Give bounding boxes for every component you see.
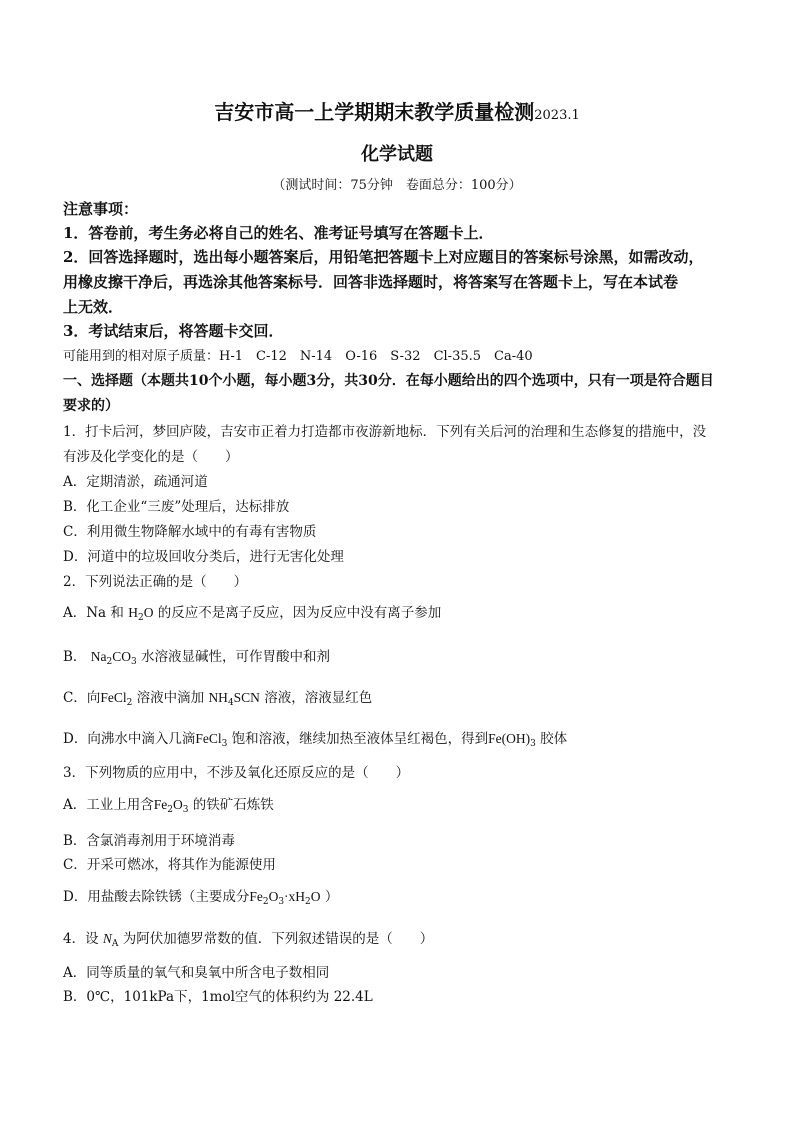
q2-option-a: A．Na 和 $H_2O$ 的反应不是离子反应，因为反应中没有离子参加 (63, 605, 442, 623)
exam-year: 2023.1 (534, 108, 580, 123)
q3-option-a: A．工业上用含$Fe_2O_3$ 的铁矿石炼铁 (63, 797, 274, 815)
q4-stem: 4．设 $N_A$ 为阿伏加德罗常数的值．下列叙述错误的是（ ） (63, 931, 434, 949)
q1-stem-cont: 有涉及化学变化的是（ ） (63, 449, 239, 465)
q1-option-c: C．利用微生物降解水域中的有毒有害物质 (63, 524, 317, 540)
q1-option-b: B．化工企业“三废”处理后，达标排放 (63, 499, 290, 515)
q1-option-d: D．河道中的垃圾回收分类后，进行无害化处理 (63, 549, 344, 565)
notice-item-2-cont2: 上无效． (63, 298, 124, 316)
q3-stem: 3．下列物质的应用中，不涉及氧化还原反应的是（ ） (63, 765, 410, 781)
q1-stem: 1．打卡后河，梦回庐陵，吉安市正着力打造都市夜游新地标．下列有关后河的治理和生态修复的措施中，没 (63, 424, 707, 440)
exam-timing: （测试时间：75分钟 卷面总分：100分） (272, 178, 522, 193)
q4-option-b: B．0℃，101kPa下，1mol空气的体积约为 22.4L (63, 989, 373, 1005)
subject-title: 化学试题 (361, 144, 433, 165)
section1-heading-cont: 要求的） (63, 398, 119, 414)
exam-title: 吉安市高一上学期期末教学质量检测2023.1 (214, 100, 580, 124)
q3-option-d: D．用盐酸去除铁锈（主要成分$Fe_2O_3\cdot xH_2O$ ） (63, 889, 339, 907)
q2-stem: 2．下列说法正确的是（ ） (63, 574, 248, 590)
notice-item-1: 1．答卷前，考生务必将自己的姓名、准考证号填写在答题卡上． (63, 224, 494, 242)
q3-option-b: B．含氯消毒剂用于环境消毒 (63, 833, 235, 849)
section1-heading: 一、选择题（本题共10个小题，每小题3分，共30分．在每小题给出的四个选项中，只有一项是符合题目 (63, 373, 714, 389)
notice-item-2: 2．回答选择题时，选出每小题答案后，用铅笔把答题卡上对应题目的答案标号涂黑，如需改动， (63, 248, 704, 266)
q1-option-a: A．定期清淤，疏通河道 (63, 474, 208, 490)
atomic-masses: 可能用到的相对原子质量：H-1 C-12 N-14 O-16 S-32 Cl-35.5 Ca-40 (63, 349, 533, 364)
q3-option-c: C．开采可燃冰，将其作为能源使用 (63, 857, 276, 873)
notice-item-2-cont: 用橡皮擦干净后，再选涂其他答案标号．回答非选择题时，将答案写在答题卡上，写在本试卷 (63, 273, 679, 291)
notice-item-3: 3．考试结束后，将答题卡交回． (63, 322, 284, 340)
q2-option-d: D．向沸水中滴入几滴FeCl$_3$ 饱和溶液，继续加热至液体呈红褐色，得到$Fe(OH)_3$ 胶体 (63, 731, 568, 749)
q2-option-c: C．向FeCl$_2$ 溶液中滴加 $NH_4SCN$ 溶液，溶液显红色 (63, 690, 373, 708)
q4-option-a: A．同等质量的氧气和臭氧中所含电子数相同 (63, 965, 330, 981)
q2-option-b: B． $Na_2CO_3$ 水溶液显碱性，可作胃酸中和剂 (63, 649, 330, 667)
notice-heading: 注意事项： (63, 200, 139, 218)
